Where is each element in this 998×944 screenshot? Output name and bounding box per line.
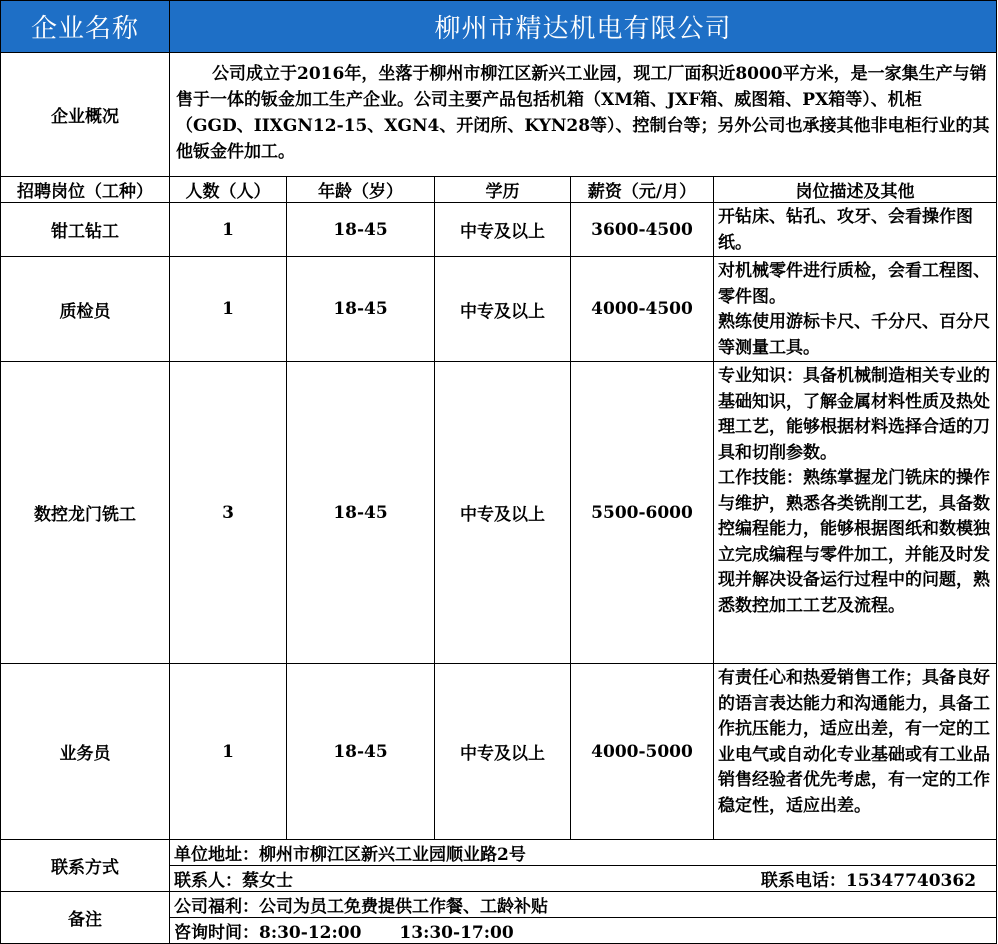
table-row [1,203,997,257]
job-education: 中专及以上 [435,362,571,664]
job-description-para: 专业知识：具备机械制造相关专业的基础知识，了解金属材料性质及热处理工艺，能够根据材料选择合适的刀具和切削参数。 [718,366,990,463]
remarks-row-benefits [1,892,997,918]
job-salary: 4000-5000 [571,664,714,840]
job-age: 18-45 [287,257,435,362]
overview-text: 公司成立于2016年，坐落于柳州市柳江区新兴工业园，现工厂面积近8000平方米，是一家集生产与销售于一体的钣金加工生产企业。公司主要产品包括机箱（XM箱、JXF箱、威图箱、PX箱等）、机柜（GGD、IIXGN12-15、XGN4、开闭所、KYN28等）、控制台等；另外公司也承接其他非电柜行业的其他钣金件加工。 [170,53,997,177]
job-position: 数控龙门铣工 [1,362,170,664]
col-head-position: 招聘岗位（工种） [1,177,170,203]
overview-label: 企业概况 [1,53,170,177]
job-position: 质检员 [1,257,170,362]
hours-morning: 8:30-12:00 [259,923,362,943]
remarks-hours-cell [170,918,997,944]
job-description [714,664,997,840]
contact-row-address [1,840,997,866]
hours-afternoon: 13:30-17:00 [399,923,514,943]
col-head-count: 人数（人） [170,177,287,203]
job-description [714,203,997,257]
job-education: 中专及以上 [435,257,571,362]
job-position: 钳工钻工 [1,203,170,257]
company-name-label: 企业名称 [1,1,170,53]
job-description [714,257,997,362]
job-count: 1 [170,664,287,840]
col-head-salary: 薪资（元/月） [571,177,714,203]
job-age: 18-45 [287,203,435,257]
col-head-age: 年龄（岁） [287,177,435,203]
column-header-row [1,177,997,203]
contact-phone: 联系电话：15347740362 [760,871,977,891]
job-description-para: 工作技能：熟练掌握龙门铣床的操作与维护，熟悉各类铣削工艺，具备数控编程能力，能够根据图纸和数模独立完成编程与零件加工，并能及时发现并解决设备运行过程中的问题，熟悉数控加工工艺及流程。 [718,468,990,616]
header-row [1,1,997,53]
job-education: 中专及以上 [435,664,571,840]
job-age: 18-45 [287,362,435,664]
job-age: 18-45 [287,664,435,840]
job-salary: 5500-6000 [571,362,714,664]
job-count: 3 [170,362,287,664]
job-description-para: 对机械零件进行质检，会看工程图、零件图。 [718,261,990,307]
overview-row [1,53,997,177]
job-count: 1 [170,257,287,362]
contact-label: 联系方式 [1,840,170,892]
job-description-para: 熟练使用游标卡尺、千分尺、百分尺等测量工具。 [718,312,990,358]
job-position: 业务员 [1,664,170,840]
col-head-education: 学历 [435,177,571,203]
col-head-description: 岗位描述及其他 [714,177,997,203]
job-education: 中专及以上 [435,203,571,257]
job-salary: 3600-4500 [571,203,714,257]
table-row [1,257,997,362]
company-name: 柳州市精达机电有限公司 [170,1,997,53]
remarks-benefits: 公司福利：公司为员工免费提供工作餐、工龄补贴 [170,892,997,918]
hours-label: 咨询时间： [174,923,259,943]
contact-person: 联系人：蔡女士 [174,871,293,891]
contact-address: 单位地址：柳州市柳江区新兴工业园顺业路2号 [170,840,997,866]
table-row [1,664,997,840]
contact-person-cell [170,866,997,892]
job-description-para: 有责任心和热爱销售工作；具备良好的语言表达能力和沟通能力，具备工作抗压能力，适应出差，有一定的工业电气或自动化专业基础或有工业品销售经验者优先考虑，有一定的工作稳定性，适应出差。 [718,668,990,816]
job-salary: 4000-4500 [571,257,714,362]
job-description-para: 开钻床、钻孔、攻牙、会看操作图纸。 [718,207,973,253]
job-description [714,362,997,664]
remarks-label: 备注 [1,892,170,944]
job-count: 1 [170,203,287,257]
table-row [1,362,997,664]
